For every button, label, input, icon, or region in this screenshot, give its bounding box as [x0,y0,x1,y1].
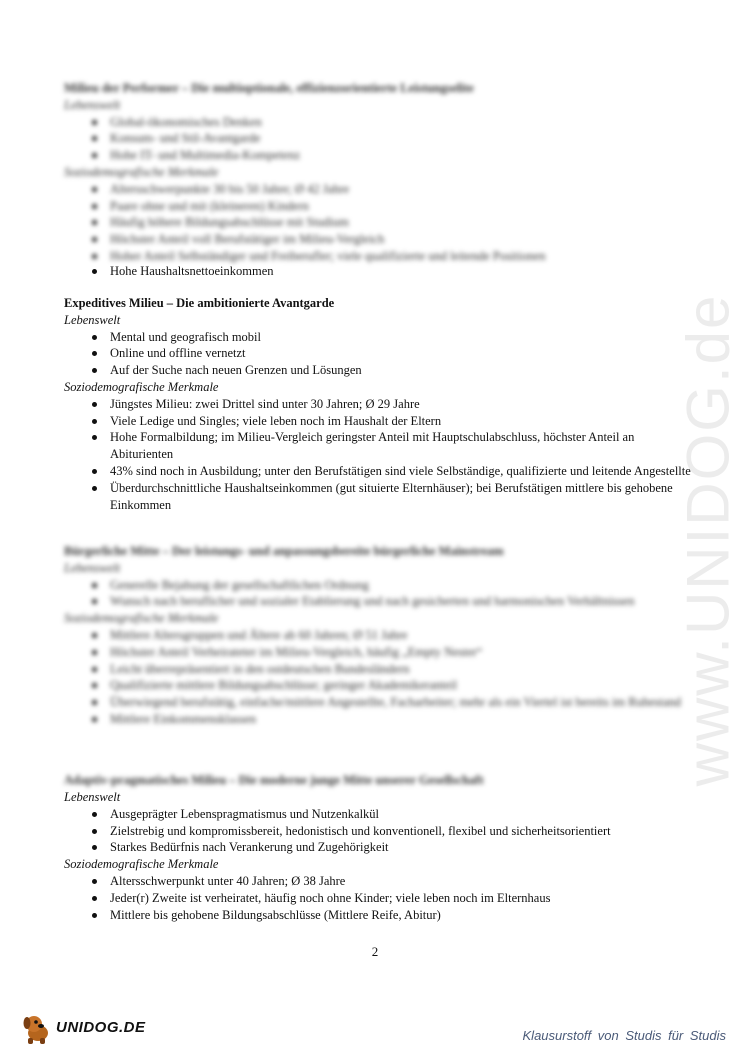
lebenswelt-list [64,114,694,164]
list-item: Generelle Bejahung der gesellschaftlichen Ordnung [110,577,694,594]
merkmale-label: Soziodemografische Merkmale [64,857,219,872]
list-item: Leicht überrepräsentiert in den ostdeutschen Bundesländern [110,661,694,678]
section-title: Milieu der Performer – Die multioptionale, effizienzorientierte Leistungselite [64,81,474,95]
merkmale-label: Soziodemografische Merkmale [64,611,219,626]
merkmale-list [64,873,694,923]
merkmale-list [64,181,694,265]
list-item: Paare ohne und mit (kleineren) Kindern [110,198,694,215]
list-item: Häufig höhere Bildungsabschlüsse mit Studium [110,214,694,231]
lebenswelt-label: Lebenswelt [64,97,121,112]
list-item: Mittlere Einkommensklassen [110,711,694,728]
section-adaptiv [64,789,694,923]
list-item: Mental und geografisch mobil [110,329,694,346]
section-performer-visible-line [64,263,694,280]
list-item: Höchster Anteil Verheirateter im Milieu-Vergleich, häufig „Empty Nester“ [110,644,694,661]
lebenswelt-list [64,806,694,856]
list-item: Altersschwerpunkt unter 40 Jahren; Ø 38 Jahre [110,873,694,890]
footer-slogan: Klausurstoff von Studis für Studis [522,1028,726,1043]
section-adaptiv-title-blurred [64,772,694,789]
list-item: Zielstrebig und kompromissbereit, hedonistisch und konventionell, flexibel und sicherheitsorientiert [110,823,694,840]
list-item: 43% sind noch in Ausbildung; unter den Berufstätigen sind viele Selbständige, qualifizierte und leitende Angestellte [110,463,694,480]
section-buergerliche-mitte [64,543,694,728]
lebenswelt-list [64,577,694,611]
merkmale-list [64,396,694,514]
watermark-text: www.UNIDOG.de [674,293,742,787]
merkmale-list-visible [64,263,694,280]
list-item: Viele Ledige und Singles; viele leben noch im Haushalt der Eltern [110,413,694,430]
list-item: Auf der Suche nach neuen Grenzen und Lösungen [110,362,694,379]
section-title: Adaptiv-pragmatisches Milieu – Die moderne junge Mitte unserer Gesellschaft [64,773,484,787]
list-item: Hohe Haushaltsnettoeinkommen [110,263,694,280]
lebenswelt-list [64,329,694,379]
list-item: Überwiegend berufstätig, einfache/mittlere Angestellte, Facharbeiter; mehr als ein Viertel ist bereits im Ruhestand [110,694,694,711]
list-item: Wunsch nach beruflicher und sozialer Etablierung und nach gesicherten und harmonischen Verhältnissen [110,593,694,610]
list-item: Altersschwerpunkte 30 bis 50 Jahre; Ø 42 Jahre [110,181,694,198]
page-number: 2 [371,944,379,959]
section-performer [64,80,694,265]
list-item: Hohe IT- und Multimedia-Kompetenz [110,147,694,164]
list-item: Jüngstes Milieu: zwei Drittel sind unter 30 Jahren; Ø 29 Jahre [110,396,694,413]
section-expeditiv [64,295,694,513]
section-title: Bürgerliche Mitte – Der leistungs- und anpassungsbereite bürgerliche Mainstream [64,544,504,558]
lebenswelt-label: Lebenswelt [64,312,121,327]
merkmale-list [64,627,694,728]
list-item: Hohe Formalbildung; im Milieu-Vergleich geringster Anteil mit Hauptschulabschluss, höchster Anteil an Abiturienten [110,429,694,463]
unidog-logo[interactable] [22,1011,152,1047]
list-item: Qualifizierte mittlere Bildungsabschlüsse; geringer Akademikeranteil [110,677,694,694]
list-item: Online und offline vernetzt [110,345,694,362]
merkmale-label: Soziodemografische Merkmale [64,379,219,394]
lebenswelt-label: Lebenswelt [64,560,121,575]
list-item: Mittlere bis gehobene Bildungsabschlüsse (Mittlere Reife, Abitur) [110,907,694,924]
merkmale-label: Soziodemografische Merkmale [64,164,219,179]
list-item: Mittlere Altersgruppen und Ältere ab 60 Jahren; Ø 51 Jahre [110,627,694,644]
list-item: Hoher Anteil Selbständiger und Freiberufler; viele qualifizierte und leitende Positionen [110,248,694,265]
list-item: Überdurchschnittliche Haushaltseinkommen (gut situierte Elternhäuser); bei Berufstätigen mittlere bis gehobene Einkommen [110,480,694,514]
lebenswelt-label: Lebenswelt [64,790,121,804]
list-item: Höchster Anteil voll Berufstätiger im Milieu-Vergleich [110,231,694,248]
logo-text: UNIDOG.DE [56,1019,146,1036]
list-item: Global-ökonomisches Denken [110,114,694,131]
list-item: Ausgeprägter Lebenspragmatismus und Nutzenkalkül [110,806,694,823]
list-item: Jeder(r) Zweite ist verheiratet, häufig noch ohne Kinder; viele leben noch im Elternhaus [110,890,694,907]
list-item: Konsum- und Stil-Avantgarde [110,130,694,147]
list-item: Starkes Bedürfnis nach Verankerung und Zugehörigkeit [110,839,694,856]
dog-mascot-icon [22,1011,58,1047]
section-title: Expeditives Milieu – Die ambitionierte Avantgarde [64,296,335,310]
